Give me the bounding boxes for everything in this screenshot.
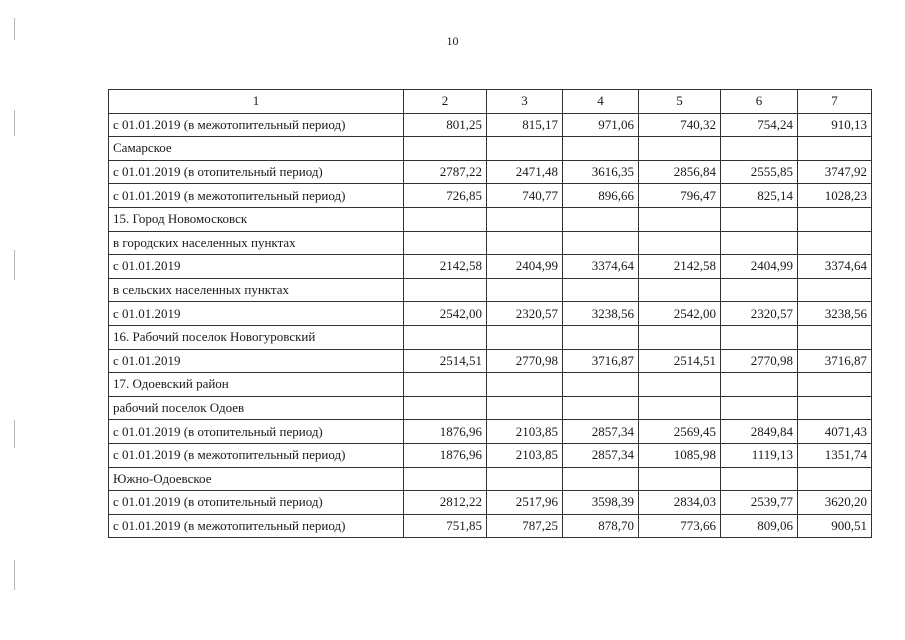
row-label-cell: Самарское [109,137,404,161]
row-label-cell: с 01.01.2019 (в межотопительный период) [109,443,404,467]
value-cell: 825,14 [721,184,798,208]
value-cell: 2555,85 [721,160,798,184]
scan-edge-mark [14,110,15,136]
value-cell: 2834,03 [639,491,721,515]
value-cell [639,396,721,420]
value-cell [563,278,639,302]
value-cell [487,278,563,302]
value-cell: 2320,57 [721,302,798,326]
table-row [109,491,872,515]
value-cell [798,207,872,231]
value-cell: 910,13 [798,113,872,137]
row-label-cell: в городских населенных пунктах [109,231,404,255]
value-cell [563,231,639,255]
value-cell [721,231,798,255]
value-cell: 751,85 [404,514,487,538]
value-cell: 2142,58 [639,255,721,279]
value-cell: 3238,56 [798,302,872,326]
value-cell: 796,47 [639,184,721,208]
table-row [109,278,872,302]
value-cell: 3598,39 [563,491,639,515]
table-row [109,184,872,208]
value-cell: 896,66 [563,184,639,208]
table-header-row [109,90,872,114]
value-cell: 2857,34 [563,420,639,444]
table-row [109,514,872,538]
value-cell: 815,17 [487,113,563,137]
value-cell: 801,25 [404,113,487,137]
value-cell: 3620,20 [798,491,872,515]
value-cell [404,231,487,255]
value-cell [639,207,721,231]
value-cell [404,137,487,161]
value-cell: 2770,98 [487,349,563,373]
row-label-cell: 16. Рабочий поселок Новогуровский [109,325,404,349]
value-cell [798,325,872,349]
value-cell [563,207,639,231]
scan-edge-mark [14,420,15,448]
value-cell [563,396,639,420]
value-cell [563,325,639,349]
value-cell [487,396,563,420]
value-cell [798,467,872,491]
value-cell [563,467,639,491]
table-row [109,420,872,444]
value-cell [721,467,798,491]
table-row [109,373,872,397]
table-row [109,302,872,326]
column-header: 1 [109,90,404,114]
value-cell: 773,66 [639,514,721,538]
value-cell: 2514,51 [404,349,487,373]
row-label-cell: 15. Город Новомосковск [109,207,404,231]
value-cell [487,207,563,231]
value-cell: 2539,77 [721,491,798,515]
tariff-table [108,89,872,538]
value-cell: 2812,22 [404,491,487,515]
value-cell: 740,77 [487,184,563,208]
row-label-cell: с 01.01.2019 (в отопительный период) [109,420,404,444]
value-cell: 1351,74 [798,443,872,467]
value-cell: 787,25 [487,514,563,538]
column-header: 2 [404,90,487,114]
value-cell: 2320,57 [487,302,563,326]
value-cell: 740,32 [639,113,721,137]
table-row [109,231,872,255]
value-cell: 2569,45 [639,420,721,444]
row-label-cell: с 01.01.2019 (в межотопительный период) [109,514,404,538]
value-cell [487,467,563,491]
value-cell [721,325,798,349]
value-cell: 971,06 [563,113,639,137]
scan-edge-mark [14,560,15,590]
row-label-cell: с 01.01.2019 [109,302,404,326]
value-cell: 1876,96 [404,443,487,467]
row-label-cell: с 01.01.2019 (в отопительный период) [109,491,404,515]
row-label-cell: в сельских населенных пунктах [109,278,404,302]
column-header: 6 [721,90,798,114]
row-label-cell: 17. Одоевский район [109,373,404,397]
value-cell: 2514,51 [639,349,721,373]
value-cell: 2857,34 [563,443,639,467]
value-cell: 1085,98 [639,443,721,467]
value-cell [639,373,721,397]
value-cell: 2787,22 [404,160,487,184]
row-label-cell: с 01.01.2019 (в отопительный период) [109,160,404,184]
value-cell [404,373,487,397]
value-cell [487,137,563,161]
scan-edge-mark [14,250,15,280]
value-cell [798,373,872,397]
value-cell [721,207,798,231]
value-cell: 2542,00 [639,302,721,326]
value-cell: 2142,58 [404,255,487,279]
value-cell [798,231,872,255]
value-cell [721,373,798,397]
column-header: 4 [563,90,639,114]
value-cell [639,231,721,255]
value-cell: 2404,99 [487,255,563,279]
table-row [109,207,872,231]
table-row [109,113,872,137]
value-cell: 809,06 [721,514,798,538]
value-cell [639,467,721,491]
row-label-cell: рабочий поселок Одоев [109,396,404,420]
column-header: 7 [798,90,872,114]
value-cell: 3238,56 [563,302,639,326]
value-cell [639,325,721,349]
value-cell: 754,24 [721,113,798,137]
page-number: 10 [446,34,459,48]
table-row [109,325,872,349]
value-cell [563,137,639,161]
value-cell: 2404,99 [721,255,798,279]
value-cell [721,278,798,302]
value-cell: 3374,64 [563,255,639,279]
value-cell: 2856,84 [639,160,721,184]
value-cell: 900,51 [798,514,872,538]
value-cell [798,137,872,161]
value-cell [798,396,872,420]
value-cell: 1119,13 [721,443,798,467]
value-cell [404,278,487,302]
value-cell [487,373,563,397]
row-label-cell: с 01.01.2019 (в межотопительный период) [109,184,404,208]
column-header: 5 [639,90,721,114]
value-cell: 2103,85 [487,443,563,467]
value-cell: 2517,96 [487,491,563,515]
table-row [109,255,872,279]
value-cell: 726,85 [404,184,487,208]
row-label-cell: с 01.01.2019 [109,255,404,279]
value-cell [563,373,639,397]
value-cell [721,137,798,161]
table-row [109,467,872,491]
value-cell [639,137,721,161]
value-cell: 2103,85 [487,420,563,444]
value-cell [487,231,563,255]
table-row [109,349,872,373]
value-cell: 1876,96 [404,420,487,444]
value-cell: 878,70 [563,514,639,538]
value-cell: 3716,87 [563,349,639,373]
value-cell: 2770,98 [721,349,798,373]
tariff-table-body [109,90,872,538]
value-cell: 3716,87 [798,349,872,373]
value-cell [404,207,487,231]
table-row [109,137,872,161]
value-cell: 3616,35 [563,160,639,184]
value-cell [721,396,798,420]
value-cell: 2471,48 [487,160,563,184]
value-cell [404,325,487,349]
value-cell [639,278,721,302]
value-cell: 3747,92 [798,160,872,184]
row-label-cell: с 01.01.2019 [109,349,404,373]
value-cell [404,396,487,420]
column-header: 3 [487,90,563,114]
table-row [109,443,872,467]
value-cell: 2542,00 [404,302,487,326]
table-row [109,160,872,184]
value-cell: 3374,64 [798,255,872,279]
value-cell [487,325,563,349]
value-cell [798,278,872,302]
row-label-cell: с 01.01.2019 (в межотопительный период) [109,113,404,137]
value-cell [404,467,487,491]
table-row [109,396,872,420]
row-label-cell: Южно-Одоевское [109,467,404,491]
value-cell: 4071,43 [798,420,872,444]
value-cell: 1028,23 [798,184,872,208]
value-cell: 2849,84 [721,420,798,444]
